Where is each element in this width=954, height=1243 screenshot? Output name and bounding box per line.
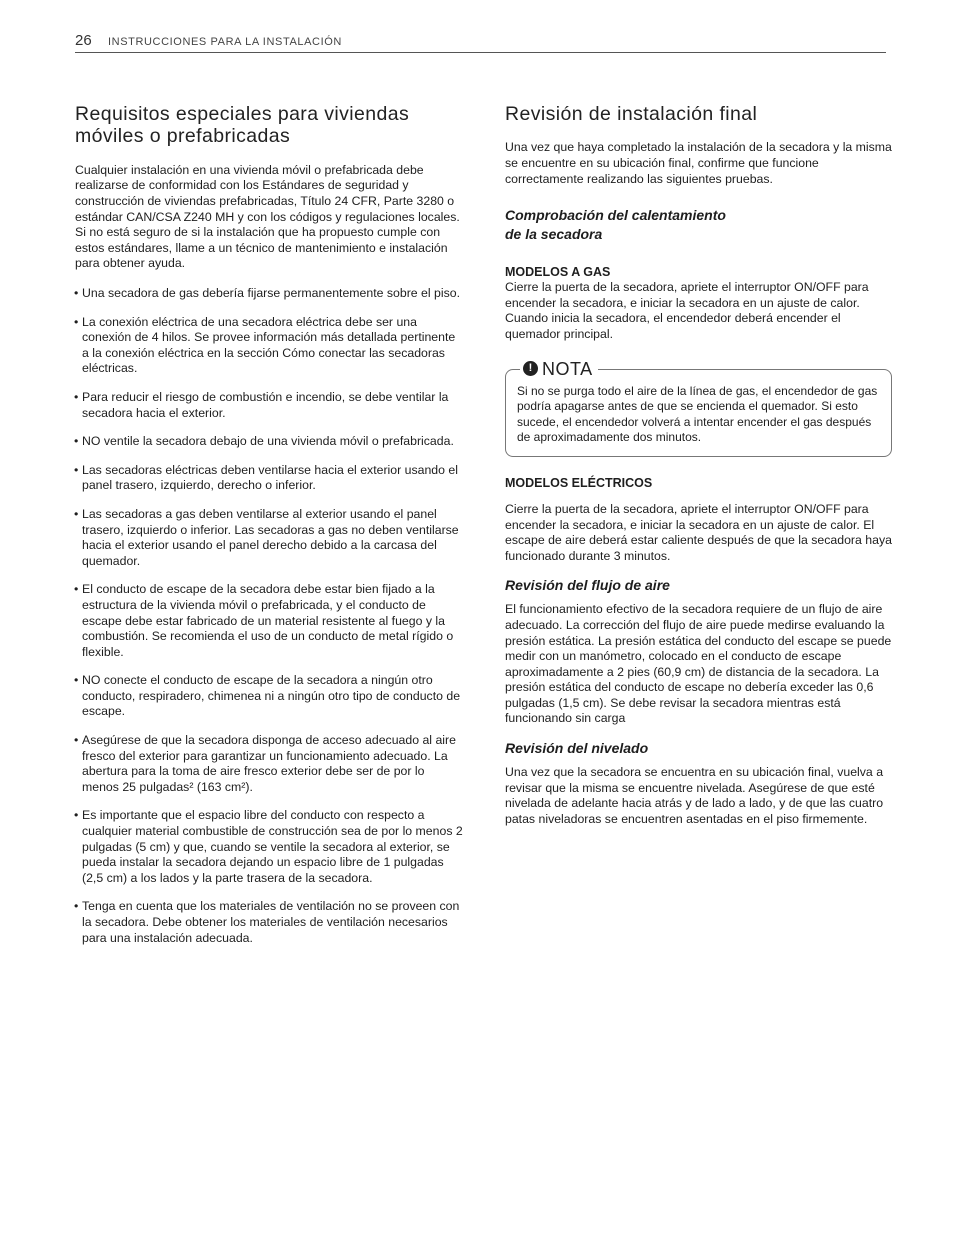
note-label [520,359,598,379]
gas-models-heading: MODELOS A GAS [505,265,611,280]
electric-models-text: Cierre la puerta de la secadora, apriete el interruptor ON/OFF para encender la secadora, e iniciar la secadora en un ajuste de calor. El escape de aire deberá estar caliente después de que la secadora haya funcionado durante 3 minutos. [505,501,892,563]
exclamation-icon: ! [523,361,538,376]
list-item: • Una secadora de gas debería fijarse permanentemente sobre el piso. [75,286,463,302]
section-title-mobile-homes: Requisitos especiales para viviendas móviles o prefabricadas [75,103,410,148]
left-column [75,103,463,959]
list-item: • Tenga en cuenta que los materiales de ventilación no se proveen con la secadora. Debe obtener los materiales de ventilación necesarios para una instalación adecuada. [75,899,463,946]
requirements-list [75,286,463,946]
page-number: 26 [75,32,92,49]
right-column [505,103,892,827]
final-check-intro: Una vez que haya completado la instalación de la secadora y la misma se encuentre en su ubicación final, confirme que funcione correctamente realizando las siguientes pruebas. [505,140,892,186]
heating-title-line1: Comprobación del calentamiento [505,207,726,224]
note-text: Si no se purga todo el aire de la línea de gas, el encendedor de gas podría apagarse antes de que se encienda el quemador. Si esto sucede, el encendedor volverá a intentar encender el gas después de aproximadamente dos minutos. [517,383,878,445]
list-item: • Para reducir el riesgo de combustión e incendio, se debe ventilar la secadora hacia el exterior. [75,390,463,421]
level-text: Una vez que la secadora se encuentra en su ubicación final, vuelva a revisar que la misma se encuentre nivelada. Asegúrese de que esté nivelada de adelante hacia atrás y de lado a lado, y de que las cuatro patas niveladoras se encuentren asentadas en el piso firmemente. [505,765,884,826]
heating-check-title [505,206,892,244]
mobile-homes-intro: Cualquier instalación en una vivienda móvil o prefabricada debe realizarse de conformidad con los Estándares de seguridad y construcción de viviendas prefabricadas, Título 24 CFR, Parte 3280 o estándar CAN/CSA Z240 MH y con los códigos y regulaciones locales. Si no está seguro de si la instalación que ha propuesto cumple con estos estándares, llame a un técnico de mantenimiento e instalación para obtener ayuda. [75,162,460,271]
heating-title-line2: de la secadora [505,226,603,243]
list-item: • NO conecte el conducto de escape de la secadora a ningún otro conducto, respiradero, chimenea ni a ningún otro tipo de conducto de escape. [75,673,463,720]
note-box [505,358,892,457]
list-item: • Las secadoras a gas deben ventilarse al exterior usando el panel trasero, izquierdo o inferior. Las secadoras a gas no deben ventilarse hacia el exterior usando el panel derecho debido a la carcasa del quemador. [75,507,463,569]
gas-models-text: Cierre la puerta de la secadora, apriete el interruptor ON/OFF para encender la secadora, e iniciar la secadora en un ajuste de calor. Cuando inicia la secadora, el encendedor deberá encender el quemador principal. [505,280,869,341]
list-item: • Asegúrese de que la secadora disponga de acceso adecuado al aire fresco del exterior para garantizar un funcionamiento adecuado. La abertura para la toma de aire fresco exterior debe ser de por lo menos 25 pulgadas² (163 cm²). [75,733,463,795]
page-header [75,32,886,53]
electric-models-heading: MODELOS ELÉCTRICOS [505,475,653,490]
header-title: INSTRUCCIONES PARA LA INSTALACIÓN [108,36,342,48]
list-item: • El conducto de escape de la secadora debe estar bien fijado a la estructura de la vivienda móvil o prefabricada, y el conducto de escape debe estar fabricado de un material resistente al fuego y la combustión. Se recomienda el uso de un conducto de metal rígido o flexible. [75,582,463,660]
list-item: • La conexión eléctrica de una secadora eléctrica debe ser una conexión de 4 hilos. Se provee información más detallada pertinente a la conexión eléctrica en la sección Cómo conectar las secadoras eléctricas. [75,315,463,377]
airflow-title: Revisión del flujo de aire [505,577,670,594]
section-title-final-check: Revisión de instalación final [505,103,758,125]
list-item: • Las secadoras eléctricas deben ventilarse hacia el exterior usando el panel trasero, izquierdo, derecho o inferior. [75,463,463,494]
note-title: NOTA [542,358,593,379]
list-item: • Es importante que el espacio libre del conducto con respecto a cualquier material combustible de construcción sea de por lo menos 2 pulgadas (5 cm) y que, cuando se ventile la secadora al exterior, se pueda instalar la secadora dejando un espacio libre de 1 pulgadas (2,5 cm) a los lados y la parte trasera de la secadora. [75,808,463,886]
list-item: • NO ventile la secadora debajo de una vivienda móvil o prefabricada. [75,434,463,450]
airflow-text: El funcionamiento efectivo de la secadora requiere de un flujo de aire adecuado. La corrección del flujo de aire puede medirse evaluando la presión estática. La presión estática del conducto del escape se puede medir con un manómetro, colocado en el conducto de escape aproximadamente a 2 pies (60,9 cm) de distancia de la secadora. La presión estática del conducto de escape no debería exceder las 0,6 pulgadas (1,5 cm). Se debe revisar la secadora mientras está funcionando sin carga [505,602,892,726]
level-title: Revisión del nivelado [505,740,649,757]
